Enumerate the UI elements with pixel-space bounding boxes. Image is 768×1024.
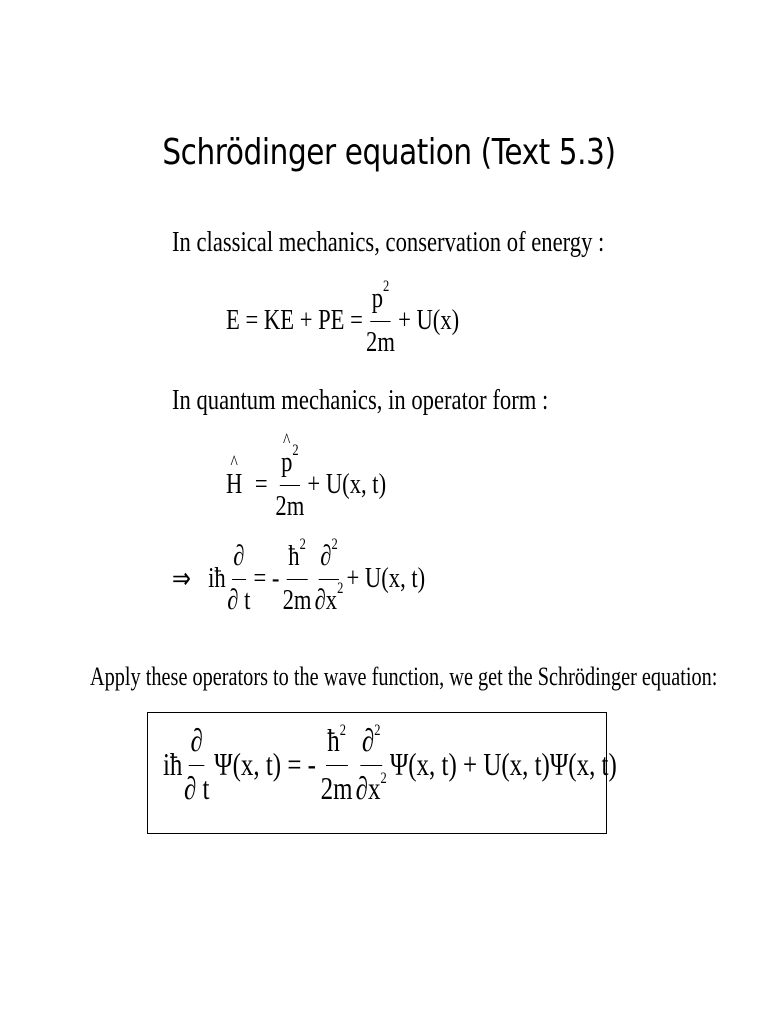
- operator-frac3-den: ∂x: [314, 584, 338, 616]
- hamiltonian-fraction: [275, 442, 305, 523]
- energy-eq-rhs: + U(x): [398, 304, 460, 336]
- energy-eq-frac-den: 2m: [366, 326, 395, 358]
- schrodinger-time-derivative-fraction: [184, 722, 210, 807]
- operator-frac2-den: 2m: [282, 584, 312, 616]
- hamiltonian-equation: [226, 442, 387, 523]
- schrodinger-eq-psi1: Ψ(x, t) = -: [214, 746, 316, 782]
- operator-frac2-num: ħ: [288, 540, 300, 572]
- page-title: Schrödinger equation (Text 5.3): [162, 132, 616, 173]
- operator-frac3-num: ∂: [320, 540, 332, 572]
- schrodinger-hbar-fraction: [321, 722, 353, 807]
- implies-symbol: ⇒: [172, 563, 191, 595]
- operator-frac2-num-sup: 2: [299, 536, 306, 553]
- apply-operators-text: Apply these operators to the wave function, we get the Schrödinger equation:: [90, 662, 718, 691]
- quantum-intro-text: In quantum mechanics, in operator form :: [172, 384, 549, 416]
- schrodinger-frac3-den: ∂x: [355, 770, 381, 806]
- operator-frac3-den-sup: 2: [337, 580, 344, 597]
- schrodinger-eq-coef: iħ: [163, 746, 183, 782]
- energy-equation: [226, 278, 460, 359]
- second-derivative-fraction: [314, 536, 344, 617]
- schrodinger-frac2-num: ħ: [327, 722, 340, 758]
- schrodinger-frac1-num: ∂: [189, 722, 204, 766]
- hamiltonian-equals: =: [254, 468, 268, 500]
- hamiltonian-rhs: + U(x, t): [307, 468, 387, 500]
- hamiltonian-frac-den: 2m: [275, 490, 305, 522]
- operator-equation: [172, 536, 426, 617]
- hamiltonian-frac-num-sup: 2: [292, 442, 299, 459]
- schrodinger-second-derivative-fraction: [356, 722, 387, 807]
- hamiltonian-symbol: ^ H: [226, 468, 242, 501]
- operator-frac1-num: ∂: [232, 540, 246, 580]
- operator-eq-mid: = -: [253, 562, 280, 594]
- operator-eq-coef: iħ: [208, 562, 226, 594]
- operator-frac1-den: ∂ t: [227, 584, 251, 616]
- schrodinger-equation: [163, 722, 617, 807]
- hbar-fraction: [282, 536, 312, 617]
- schrodinger-frac2-num-sup: 2: [339, 722, 346, 739]
- classical-intro-text: In classical mechanics, conservation of energy :: [172, 226, 605, 258]
- schrodinger-frac3-num-sup: 2: [374, 722, 381, 739]
- energy-eq-frac-num-sup: 2: [383, 278, 390, 295]
- schrodinger-eq-rhs: Ψ(x, t) + U(x, t)Ψ(x, t): [389, 746, 617, 782]
- schrodinger-frac1-den: ∂ t: [183, 770, 210, 806]
- schrodinger-frac3-num: ∂: [361, 722, 375, 758]
- momentum-operator: ^ p: [281, 446, 292, 479]
- operator-frac3-num-sup: 2: [331, 536, 338, 553]
- energy-eq-frac-num: p: [371, 282, 384, 314]
- schrodinger-frac3-den-sup: 2: [380, 770, 387, 787]
- energy-eq-lhs: E = KE + PE =: [226, 304, 363, 336]
- operator-eq-rhs: + U(x, t): [346, 562, 426, 594]
- time-derivative-fraction: [227, 540, 250, 617]
- energy-eq-fraction: [366, 278, 395, 359]
- schrodinger-frac2-den: 2m: [320, 770, 353, 806]
